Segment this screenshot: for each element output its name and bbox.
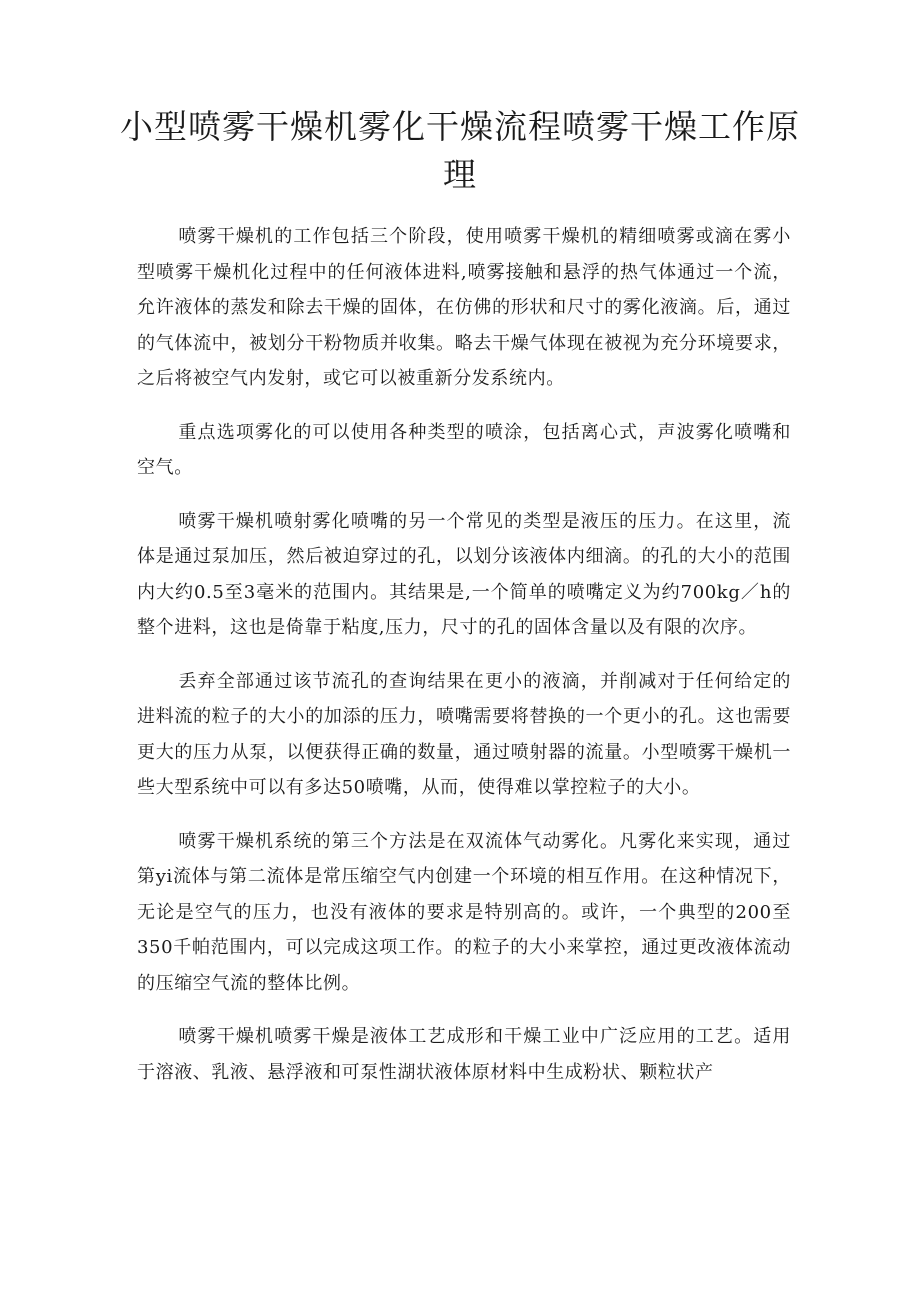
document-body	[137, 219, 791, 1108]
paragraph: 重点选项雾化的可以使用各种类型的喷涂，包括离心式，声波雾化喷嘴和空气。	[137, 421, 791, 478]
paragraph: 喷雾干燥机的工作包括三个阶段，使用喷雾干燥机的精细喷雾或滴在雾小型喷雾干燥机化过程中的任何液体进料,喷雾接触和悬浮的热气体通过一个流，允许液体的蒸发和除去干燥的固体，在仿佛的形状和尺寸的雾化液滴。后，通过的气体流中，被划分干粉物质并收集。略去干燥气体现在被视为充分环境要求，之后将被空气内发射，或它可以被重新分发系统内。	[137, 226, 791, 389]
paragraph: 喷雾干燥机系统的第三个方法是在双流体气动雾化。凡雾化来实现，通过第yi流体与第二流体是常压缩空气内创建一个环境的相互作用。在这种情况下，无论是空气的压力，也没有液体的要求是特别高的。或许，一个典型的200至350千帕范围内，可以完成这项工作。的粒子的大小来掌控，通过更改液体流动的压缩空气流的整体比例。	[137, 830, 791, 994]
paragraph: 喷雾干燥机喷射雾化喷嘴的另一个常见的类型是液压的压力。在这里，流体是通过泵加压，然后被迫穿过的孔，以划分该液体内细滴。的孔的大小的范围内大约0.5至3毫米的范围内。其结果是,一个简单的喷嘴定义为约700kg／h的整个进料，这也是倚靠于粘度,压力，尺寸的孔的固体含量以及有限的次序。	[137, 510, 791, 638]
document-title: 小型喷雾干燥机雾化干燥流程喷雾干燥工作原理	[120, 107, 800, 194]
paragraph: 喷雾干燥机喷雾干燥是液体工艺成形和干燥工业中广泛应用的工艺。适用于溶液、乳液、悬浮液和可泵性湖状液体原材料中生成粉状、颗粒状产	[137, 1026, 791, 1083]
paragraph: 丢弃全部通过该节流孔的查询结果在更小的液滴，并削减对于任何给定的进料流的粒子的大小的加添的压力，喷嘴需要将替换的一个更小的孔。这也需要更大的压力从泵，以便获得正确的数量，通过喷射器的流量。小型喷雾干燥机一些大型系统中可以有多达50喷嘴，从而，使得难以掌控粒子的大小。	[137, 670, 791, 798]
